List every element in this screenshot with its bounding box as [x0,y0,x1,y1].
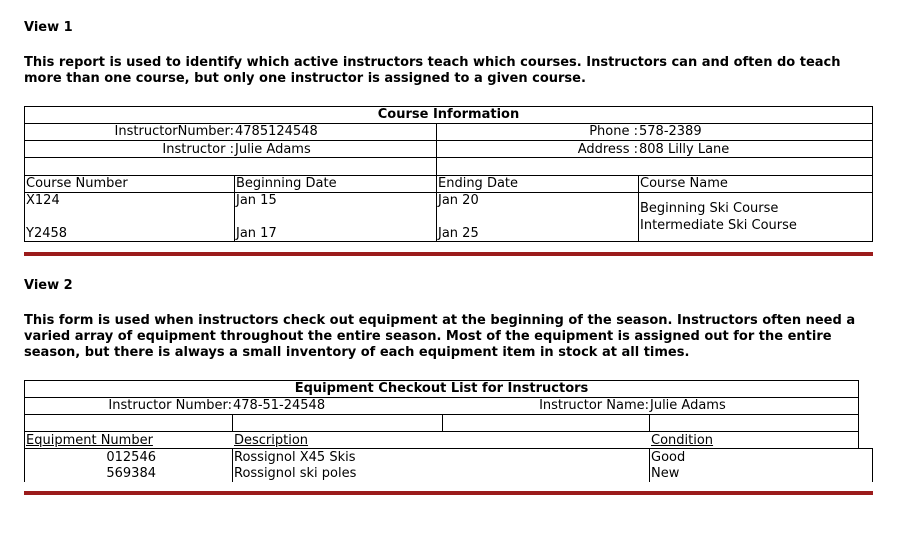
instructor-number-label: InstructorNumber: [114,124,234,139]
ending-date-cell: Jan 20 [438,193,479,208]
instructor-number-value: 478-51-24548 [233,398,326,413]
equipment-checkout-title: Equipment Checkout List for Instructors [294,381,589,396]
address-label: Address : [577,142,638,157]
equipment-number-cell: 012546 [106,450,156,465]
equipment-description-cell: Rossignol ski poles [234,466,357,481]
col-ending-date: Ending Date [438,176,519,191]
beginning-date-cell: Jan 15 [236,193,277,208]
course-information-title: Course Information [377,107,520,122]
instructor-name-label: Instructor Name: [539,398,649,413]
view2-heading: View 2 [24,278,73,293]
equipment-condition-cell: New [651,466,680,481]
view1-heading: View 1 [24,20,73,35]
instructor-number-value: 4785124548 [235,124,318,139]
ending-date-cell: Jan 25 [438,226,479,241]
section-divider [24,252,873,256]
address-value: 808 Lilly Lane [639,142,730,157]
phone-value: 578-2389 [639,124,702,139]
equipment-condition-cell: Good [651,450,686,465]
col-description: Description [234,433,309,448]
instructor-name-value: Julie Adams [650,398,726,413]
course-name-cell: Intermediate Ski Course [640,218,797,233]
section-divider [24,491,873,495]
col-equipment-number: Equipment Number [26,433,153,448]
instructor-label: Instructor : [162,142,234,157]
phone-label: Phone : [589,124,638,139]
course-name-cell: Beginning Ski Course [640,201,779,216]
col-course-name: Course Name [640,176,728,191]
col-course-number: Course Number [26,176,128,191]
col-condition: Condition [651,433,714,448]
instructor-number-label: Instructor Number: [108,398,232,413]
course-number-cell: X124 [26,193,60,208]
col-beginning-date: Beginning Date [236,176,337,191]
equipment-description-cell: Rossignol X45 Skis [234,450,356,465]
beginning-date-cell: Jan 17 [236,226,277,241]
equipment-number-cell: 569384 [106,466,156,481]
course-number-cell: Y2458 [26,226,68,241]
instructor-value: Julie Adams [235,142,311,157]
view1-description: This report is used to identify which active instructors teach which courses. Instructors can and often do teach more than one course, but only one instructor is assigned to a given course. [24,55,841,86]
view2-description: This form is used when instructors check out equipment at the beginning of the season. Instructors often need a varied array of equipment throughout the entire season. Most of the equipment is assigned out for the entire season, but there is always a small inventory of each equipment item in stock at all times. [24,313,856,360]
